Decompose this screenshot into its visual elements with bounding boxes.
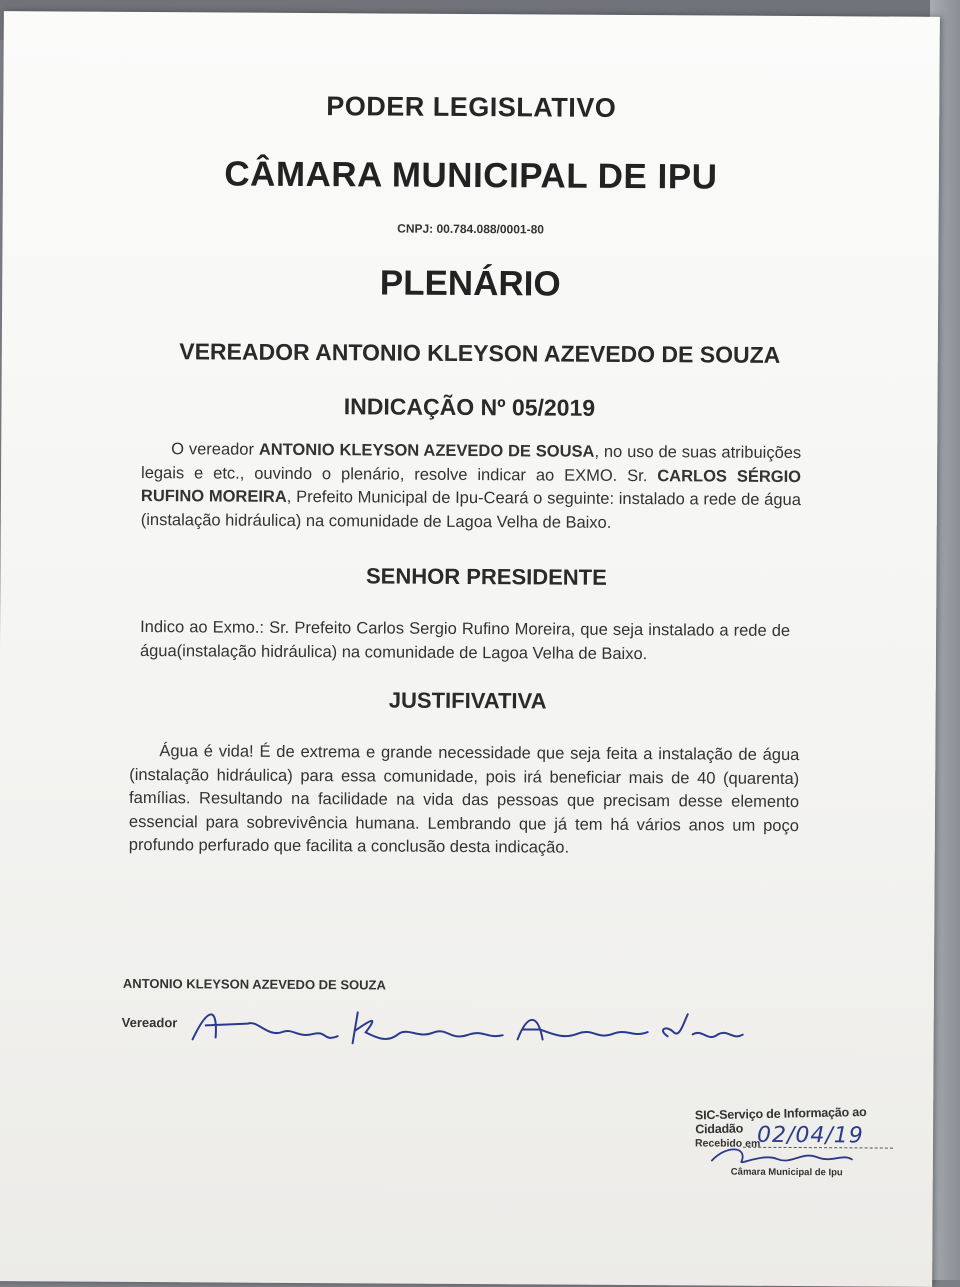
- heading-plenario: PLENÁRIO: [379, 263, 561, 304]
- presidente-paragraph: Indico ao Exmo.: Sr. Prefeito Carlos Sergio Rufino Moreira, que seja instalado a rede de água(instalação hidráulica) na comunidade de Lagoa Velha de Baixo.: [139, 617, 791, 663]
- stamp-title: SIC-Serviço de Informação ao Cidadão: [694, 1104, 867, 1137]
- signatory-role: Vereador: [121, 1014, 178, 1031]
- stamp-date: 02/04/19: [756, 1122, 864, 1149]
- heading-indicacao: INDICAÇÃO Nº 05/2019: [343, 393, 596, 421]
- document-page: [0, 11, 940, 1287]
- stamp-initials-signature: [707, 1142, 857, 1169]
- signatory-name: ANTONIO KLEYSON AZEVEDO DE SOUZA: [122, 975, 386, 993]
- cnpj: CNPJ: 00.784.088/0001-80: [397, 221, 544, 237]
- header-camara-municipal: CÂMARA MUNICIPAL DE IPU: [224, 154, 718, 197]
- justificativa-paragraph: Água é vida! É de extrema e grande necessidade que seja feita a instalação de água (instalação hidráulica) para essa comunidade, pois irá beneficiar mais de 40 (quarenta) famílias. Resultando na facilidade na vida das pessoas que precisam desse elemento essencial para sobrevivência humana. Lembrando que já tem há vários anos um poço profundo perfurado que facilita a conclusão desta indicação.: [128, 742, 800, 857]
- intro-text-1: O vereador: [171, 440, 259, 459]
- intro-text-2: , no uso de suas atribuições legais e etc., ouvindo o plenário, resolve indicar ao EXMO. Sr.: [141, 442, 802, 485]
- handwritten-signature: [188, 997, 748, 1060]
- intro-prefeito-name: CARLOS SÉRGIO RUFINO MOREIRA: [140, 466, 802, 506]
- stamp-footer: Câmara Municipal de Ipu: [730, 1166, 843, 1179]
- intro-paragraph: [141, 438, 802, 536]
- heading-senhor-presidente: SENHOR PRESIDENTE: [365, 563, 607, 590]
- header-poder-legislativo: PODER LEGISLATIVO: [326, 91, 617, 123]
- stamp-received-label: Recebido em: [694, 1137, 761, 1150]
- heading-justificativa: JUSTIFIVATIVA: [388, 687, 547, 714]
- intro-text-3: , Prefeito Municipal de Ipu-Ceará o seguinte: instalado a rede de água (instalação hidráulica) na comunidade de Lagoa Velha de Baixo.: [140, 487, 801, 532]
- heading-vereador: VEREADOR ANTONIO KLEYSON AZEVEDO DE SOUZA: [179, 338, 781, 368]
- intro-vereador-name: ANTONIO KLEYSON AZEVEDO DE SOUSA: [258, 440, 595, 461]
- protocol-stamp: [687, 1100, 917, 1181]
